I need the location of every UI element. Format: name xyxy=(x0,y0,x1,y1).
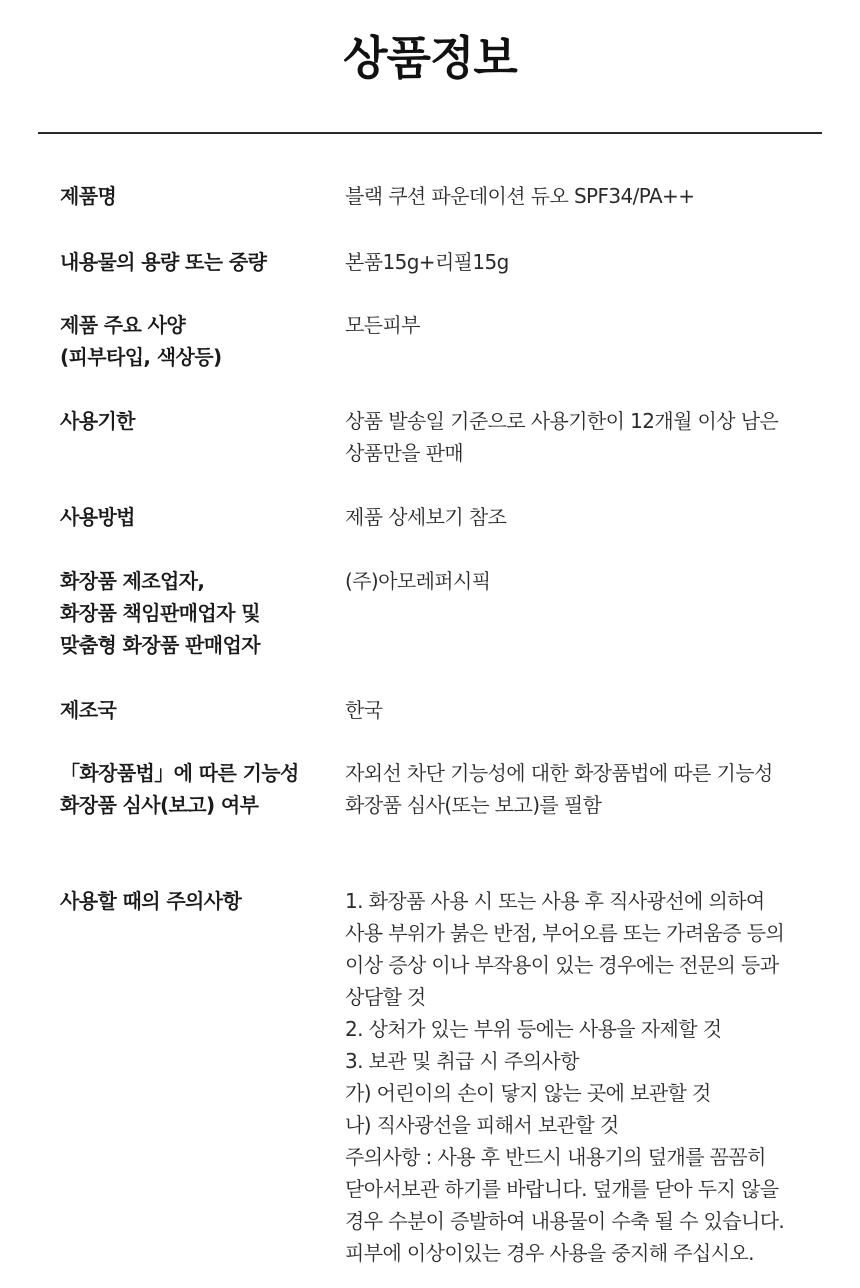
row-value xyxy=(345,694,815,726)
row-value xyxy=(345,757,815,821)
row-value-line: (주)아모레퍼시픽 xyxy=(345,569,491,593)
row-value xyxy=(345,309,815,341)
row-label-line: 사용기한 xyxy=(60,409,135,433)
row-label xyxy=(60,757,330,821)
row-label-line: (피부타입, 색상등) xyxy=(60,345,222,369)
row-value-line: 자외선 차단 기능성에 대한 화장품법에 따른 기능성 xyxy=(345,761,773,785)
row-value-line: 나) 직사광선을 피해서 보관할 것 xyxy=(345,1113,619,1137)
row-value-line: 상담할 것 xyxy=(345,985,426,1009)
row-label-line: 제품 주요 사양 xyxy=(60,313,186,337)
row-value-line: 피부에 이상이있는 경우 사용을 중지해 주십시오. xyxy=(345,1241,754,1265)
row-label-line: 제품명 xyxy=(60,184,117,208)
row-value-line: 화장품 심사(또는 보고)를 필함 xyxy=(345,793,602,817)
row-label-line: 화장품 심사(보고) 여부 xyxy=(60,793,259,817)
row-label xyxy=(60,501,330,533)
row-value-line: 경우 수분이 증발하여 내용물이 수축 될 수 있습니다. xyxy=(345,1209,785,1233)
row-label xyxy=(60,309,330,373)
row-label-line: 사용방법 xyxy=(60,505,135,529)
row-label xyxy=(60,180,330,212)
row-value xyxy=(345,246,815,278)
row-label-line: 화장품 제조업자, xyxy=(60,569,205,593)
row-value xyxy=(345,501,815,533)
row-value-line: 주의사항 : 사용 후 반드시 내용기의 덮개를 꼼꼼히 xyxy=(345,1145,766,1169)
row-label-line: 화장품 책임판매업자 및 xyxy=(60,601,260,625)
row-label-line: 「화장품법」에 따른 기능성 xyxy=(60,761,299,785)
row-value xyxy=(345,180,815,212)
row-value xyxy=(345,405,815,469)
row-value-line: 2. 상처가 있는 부위 등에는 사용을 자제할 것 xyxy=(345,1017,722,1041)
row-value-line: 상품 발송일 기준으로 사용기한이 12개월 이상 남은 xyxy=(345,409,779,433)
row-label xyxy=(60,246,330,278)
row-value-line: 3. 보관 및 취급 시 주의사항 xyxy=(345,1049,579,1073)
title-divider xyxy=(38,132,822,134)
row-value-line: 1. 화장품 사용 시 또는 사용 후 직사광선에 의하여 xyxy=(345,889,765,913)
row-value xyxy=(345,565,815,597)
row-label-line: 사용할 때의 주의사항 xyxy=(60,889,242,913)
row-value-line: 사용 부위가 붉은 반점, 부어오름 또는 가려움증 등의 xyxy=(345,921,785,945)
row-value-line: 제품 상세보기 참조 xyxy=(345,505,507,529)
row-value-line: 가) 어린이의 손이 닿지 않는 곳에 보관할 것 xyxy=(345,1081,711,1105)
page-title: 상품정보 xyxy=(343,31,517,85)
row-value-line: 한국 xyxy=(345,698,383,722)
row-label xyxy=(60,694,330,726)
row-label-line: 맞춤형 화장품 판매업자 xyxy=(60,633,260,657)
row-value-line: 상품만을 판매 xyxy=(345,441,464,465)
row-label xyxy=(60,565,330,661)
row-value-line: 모든피부 xyxy=(345,313,420,337)
row-value-line: 이상 증상 이나 부작용이 있는 경우에는 전문의 등과 xyxy=(345,953,779,977)
row-value-line: 블랙 쿠션 파운데이션 듀오 SPF34/PA++ xyxy=(345,184,695,208)
row-label xyxy=(60,405,330,437)
row-label-line: 제조국 xyxy=(60,698,117,722)
row-label-line: 내용물의 용량 또는 중량 xyxy=(60,250,267,274)
row-value-line: 본품15g+리필15g xyxy=(345,250,509,274)
row-value-line: 닫아서보관 하기를 바랍니다. 덮개를 닫아 두지 않을 xyxy=(345,1177,779,1201)
row-value xyxy=(345,885,815,1269)
row-label xyxy=(60,885,330,917)
